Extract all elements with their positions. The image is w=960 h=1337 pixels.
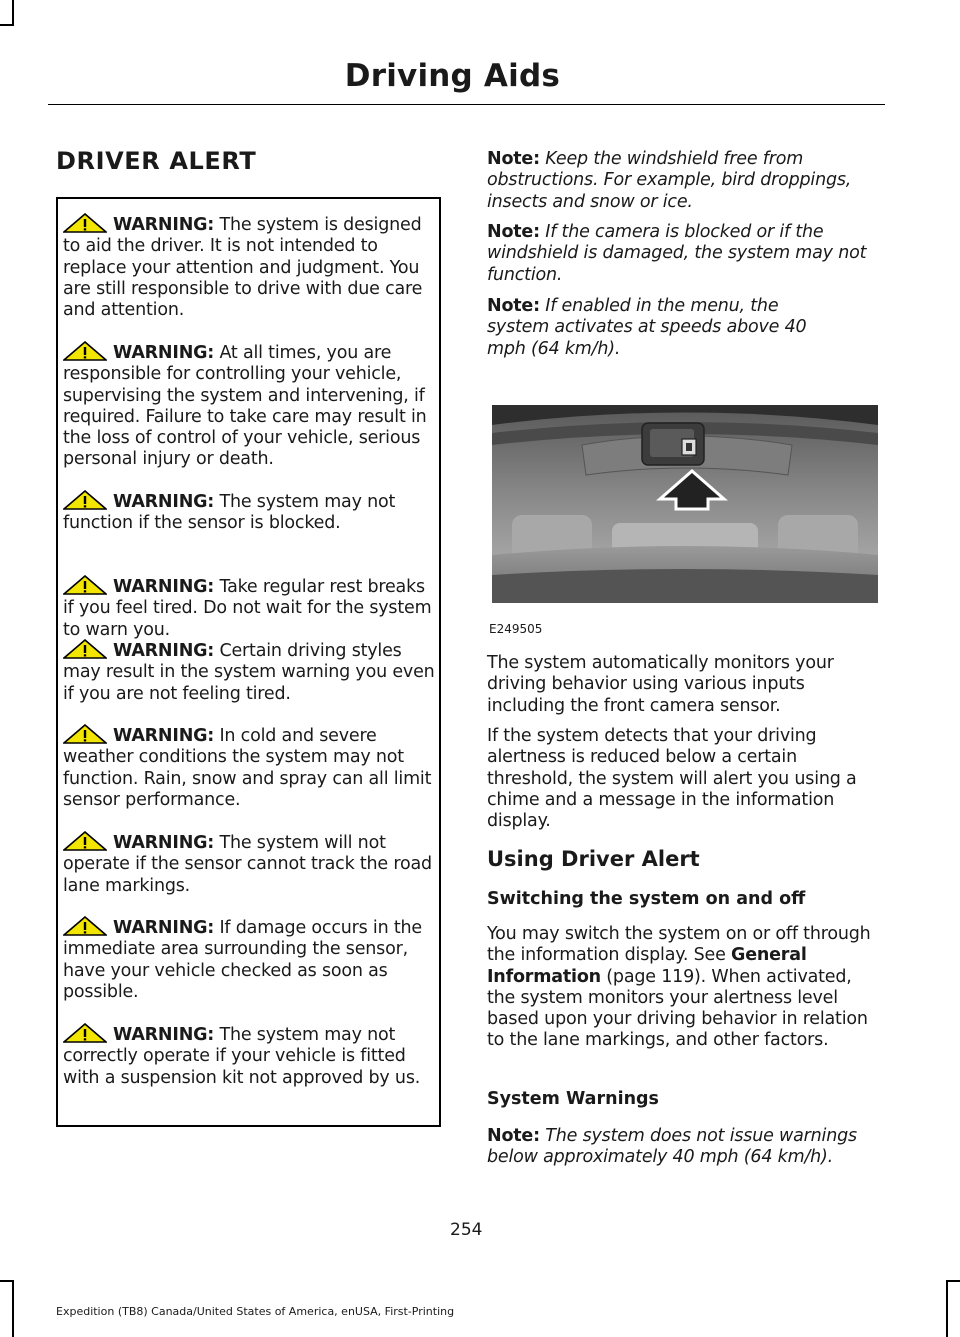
section-title: DRIVER ALERT [56, 147, 257, 175]
warning-label: WARNING: [113, 833, 215, 853]
warning-item [63, 639, 439, 705]
warning-triangle-icon [63, 831, 113, 850]
note-label: Note: [487, 222, 540, 242]
warning-triangle-icon [63, 213, 113, 232]
warning-item [63, 1023, 439, 1089]
warning-triangle-icon [63, 575, 113, 594]
warning-triangle-icon [63, 1023, 113, 1042]
note-label: Note: [487, 296, 540, 316]
crop-mark [12, 0, 14, 24]
warning-label: WARNING: [113, 1025, 215, 1045]
warning-item [63, 916, 439, 1003]
warning-text: Certain driving styles may result in the system warning you even if you are not feeling tired. [63, 641, 435, 704]
note-text: If enabled in the menu, the system activates at speeds above 40 mph (64 km/h). [487, 296, 807, 359]
warning-label: WARNING: [113, 641, 215, 661]
warning-item [63, 341, 439, 471]
warning-text: The system may not function if the sensor is blocked. [63, 492, 396, 534]
note [487, 296, 817, 360]
warning-label: WARNING: [113, 492, 215, 512]
warning-item [63, 831, 439, 897]
crop-mark [0, 24, 14, 26]
note-text: The system does not issue warnings below approximately 40 mph (64 km/h). [487, 1126, 857, 1168]
warning-item [63, 575, 439, 641]
paragraph-text: You may switch the system on or off through the information display. See [487, 924, 871, 966]
warning-item [63, 213, 439, 321]
warning-item [63, 724, 439, 811]
warning-triangle-icon [63, 341, 113, 360]
subsection-heading: Switching the system on and off [487, 889, 806, 909]
figure-code: E249505 [489, 622, 543, 636]
page-reference: (page 119). [600, 966, 706, 987]
body-paragraph [487, 924, 882, 1052]
crop-mark [946, 1280, 948, 1337]
crop-mark [0, 1280, 14, 1282]
note-text: Keep the windshield free from obstructions. For example, bird droppings, insects and snow or ice. [487, 149, 852, 212]
general-information-link[interactable]: General Information [487, 945, 807, 987]
warning-label: WARNING: [113, 577, 215, 597]
page-number: 254 [450, 1220, 483, 1240]
warning-text: Take regular rest breaks if you feel tired. Do not wait for the system to warn you. [63, 577, 432, 640]
warning-label: WARNING: [113, 343, 215, 363]
body-paragraph: If the system detects that your driving alertness is reduced below a certain threshold, the system will alert you using a chime and a message in the information display. [487, 726, 857, 832]
warning-text: If damage occurs in the immediate area surrounding the sensor, have your vehicle checked as soon as possible. [63, 918, 422, 1002]
note-label: Note: [487, 1126, 540, 1146]
header-divider [48, 104, 885, 105]
footer-text: Expedition (TB8) Canada/United States of America, enUSA, First-Printing [56, 1305, 455, 1318]
warning-label: WARNING: [113, 215, 215, 235]
camera-sensor-illustration [492, 405, 878, 603]
note [487, 149, 882, 213]
subsection-heading: System Warnings [487, 1089, 659, 1109]
warning-label: WARNING: [113, 918, 215, 938]
warning-text: In cold and severe weather conditions the system may not function. Rain, snow and spray can all limit sensor performance. [63, 726, 432, 810]
note-text: If the camera is blocked or if the windshield is damaged, the system may not function. [487, 222, 867, 285]
warning-triangle-icon [63, 490, 113, 509]
note [487, 222, 882, 286]
body-paragraph: The system automatically monitors your driving behavior using various inputs including the front camera sensor. [487, 653, 834, 716]
crop-mark [946, 1280, 960, 1282]
warning-item [63, 490, 439, 535]
subsection-title: Using Driver Alert [487, 847, 700, 871]
page-header-title: Driving Aids [344, 58, 560, 94]
warning-triangle-icon [63, 916, 113, 935]
warning-text: The system is designed to aid the driver. It is not intended to replace your attention and judgment. You are still responsible to drive with due care and attention. [63, 215, 423, 321]
note [487, 1126, 882, 1169]
warning-triangle-icon [63, 639, 113, 658]
warning-text: At all times, you are responsible for controlling your vehicle, supervising the system and intervening, if required. Failure to take care may result in the loss of control of your vehicle, serious personal injury or death. [63, 343, 427, 470]
warning-label: WARNING: [113, 726, 215, 746]
note-label: Note: [487, 149, 540, 169]
warning-triangle-icon [63, 724, 113, 743]
warning-box [56, 197, 441, 1127]
paragraph-text: When activated, the system monitors your alertness level based upon your driving behavior in relation to the lane markings, and other factors. [487, 966, 868, 1051]
warning-text: The system may not correctly operate if your vehicle is fitted with a suspension kit not approved by us. [63, 1025, 421, 1088]
warning-text: The system will not operate if the sensor cannot track the road lane markings. [63, 833, 432, 896]
crop-mark [12, 1280, 14, 1337]
